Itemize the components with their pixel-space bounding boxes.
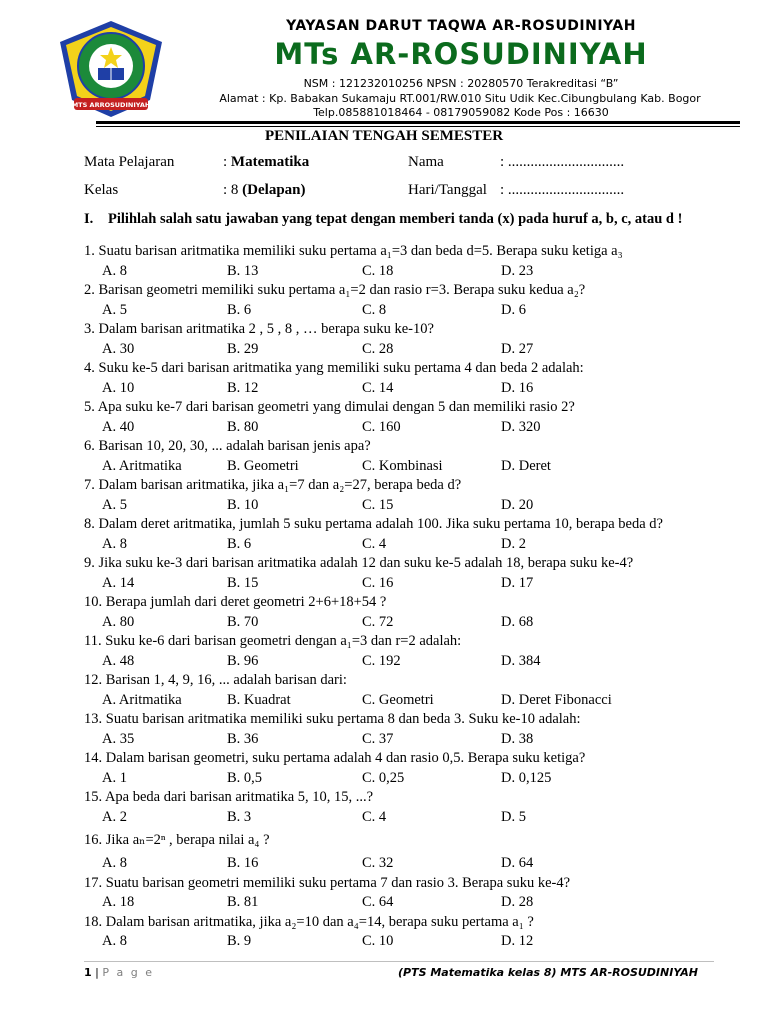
- option-c[interactable]: C. 37: [362, 730, 394, 747]
- option-c[interactable]: C. 4: [362, 535, 387, 552]
- school-name: MTs AR-ROSUDINIYAH: [274, 37, 648, 71]
- options-16: [84, 854, 734, 874]
- option-b[interactable]: B. Kuadrat: [227, 691, 291, 708]
- options-8: [84, 535, 734, 555]
- option-d[interactable]: D. 2: [501, 535, 526, 552]
- class-value: : 8 (Delapan): [223, 182, 306, 198]
- page-word: P a g e: [102, 966, 154, 979]
- option-b[interactable]: B. 6: [227, 301, 252, 318]
- option-b[interactable]: B. 81: [227, 894, 259, 910]
- options-14: [84, 769, 734, 789]
- school-phone: Telp.085881018464 - 08179059082 Kode Pos : 16630: [313, 106, 609, 119]
- options-13: [84, 730, 734, 750]
- question-4: 4. Suku ke-5 dari barisan aritmatika yang memiliki suku pertama 4 dan beda 2 adalah:: [84, 360, 584, 376]
- question-1: 1. Suatu barisan aritmatika memiliki suku pertama a₁=3 dan beda d=5. Berapa suku ketiga a₃: [84, 243, 623, 259]
- option-b[interactable]: B. 15: [227, 574, 259, 591]
- option-d[interactable]: D. Deret Fibonacci: [501, 691, 612, 708]
- question-3: 3. Dalam barisan aritmatika 2 , 5 , 8 , … berapa suku ke-10?: [84, 321, 434, 337]
- option-b[interactable]: B. 70: [227, 613, 259, 630]
- option-d[interactable]: D. 23: [501, 262, 534, 279]
- name-blank: : ...............................: [500, 154, 625, 170]
- option-a[interactable]: A. 8: [102, 535, 127, 552]
- option-c[interactable]: C. 192: [362, 652, 401, 669]
- class-name: (Delapan): [242, 182, 306, 198]
- options-11: [84, 652, 734, 672]
- option-d[interactable]: D. 384: [501, 652, 541, 669]
- question-10: 10. Berapa jumlah dari deret geometri 2+6+18+54 ?: [84, 594, 387, 610]
- footer-document-title: (PTS Matematika kelas 8) MTS AR-ROSUDINIYAH: [398, 966, 698, 979]
- option-d[interactable]: D. 0,125: [501, 769, 552, 786]
- option-b[interactable]: B. 10: [227, 496, 259, 513]
- option-a[interactable]: A. 10: [102, 379, 135, 396]
- section-instruction: [84, 211, 682, 228]
- options-15: [84, 808, 734, 828]
- question-2: 2. Barisan geometri memiliki suku pertama a₁=2 dan rasio r=3. Berapa suku kedua a₂?: [84, 282, 586, 298]
- option-a[interactable]: A. 8: [102, 262, 127, 279]
- option-b[interactable]: B. Geometri: [227, 457, 299, 474]
- option-c[interactable]: C. 32: [362, 855, 394, 871]
- option-d[interactable]: D. 12: [501, 933, 534, 949]
- subject-label: Mata Pelajaran: [84, 154, 175, 170]
- option-c[interactable]: C. 14: [362, 379, 394, 396]
- page-separator: |: [95, 966, 99, 979]
- options-18: [84, 932, 734, 952]
- question-8: 8. Dalam deret aritmatika, jumlah 5 suku pertama adalah 100. Jika suku pertama 10, berapa beda d?: [84, 516, 663, 532]
- question-9: 9. Jika suku ke-3 dari barisan aritmatika adalah 12 dan suku ke-5 adalah 18, berapa suku ke-4?: [84, 555, 634, 571]
- option-a[interactable]: A. 2: [102, 808, 127, 825]
- options-4: [84, 379, 734, 399]
- option-c[interactable]: C. 18: [362, 262, 394, 279]
- question-11: 11. Suku ke-6 dari barisan geometri dengan a₁=3 dan r=2 adalah:: [84, 633, 462, 649]
- page-number: [84, 966, 154, 979]
- option-d[interactable]: D. 5: [501, 808, 526, 825]
- class-label: Kelas: [84, 182, 119, 198]
- header-rule-thin: [96, 126, 740, 127]
- option-a[interactable]: A. 8: [102, 933, 127, 949]
- question-5: 5. Apa suku ke-7 dari barisan geometri yang dimulai dengan 5 dan memiliki rasio 2?: [84, 399, 575, 415]
- day-date-blank: : ...............................: [500, 182, 625, 198]
- header-rule-thick: [96, 121, 740, 124]
- option-b[interactable]: B. 36: [227, 730, 259, 747]
- option-a[interactable]: A. 8: [102, 855, 127, 871]
- option-a[interactable]: A. 48: [102, 652, 135, 669]
- option-d[interactable]: D. 64: [501, 855, 534, 871]
- option-a[interactable]: A. 18: [102, 894, 135, 910]
- option-a[interactable]: A. 80: [102, 613, 135, 630]
- option-b[interactable]: B. 16: [227, 855, 259, 871]
- options-1: [84, 262, 734, 282]
- class-number: 8: [230, 182, 239, 198]
- options-6: [84, 457, 734, 477]
- options-2: [84, 301, 734, 321]
- question-17: 17. Suatu barisan geometri memiliki suku pertama 7 dan rasio 3. Berapa suku ke-4?: [84, 874, 571, 891]
- option-a[interactable]: A. 30: [102, 340, 135, 357]
- options-12: [84, 691, 734, 711]
- option-c[interactable]: C. 16: [362, 574, 394, 591]
- option-b[interactable]: B. 96: [227, 652, 259, 669]
- question-16: 16. Jika aₙ=2ⁿ , berapa nilai a₄ ?: [84, 832, 270, 848]
- options-17: [84, 893, 734, 913]
- option-c[interactable]: C. 10: [362, 933, 394, 949]
- option-c[interactable]: C. 28: [362, 340, 394, 357]
- question-14: 14. Dalam barisan geometri, suku pertama adalah 4 dan rasio 0,5. Berapa suku ketiga?: [84, 750, 586, 766]
- option-d[interactable]: D. 17: [501, 574, 534, 591]
- exam-title: PENILAIAN TENGAH SEMESTER: [264, 128, 504, 144]
- option-d[interactable]: D. 16: [501, 379, 534, 396]
- instruction-text: Pilihlah salah satu jawaban yang tepat dengan memberi tanda (x) pada huruf a, b, c, atau d !: [108, 211, 683, 227]
- subject-value-text: Matematika: [230, 154, 310, 170]
- option-a[interactable]: A. 40: [102, 418, 135, 435]
- footer-rule: [84, 961, 714, 962]
- option-c[interactable]: C. Kombinasi: [362, 457, 443, 474]
- option-b[interactable]: B. 9: [227, 933, 252, 949]
- option-a[interactable]: A. 14: [102, 574, 135, 591]
- option-c[interactable]: C. 64: [362, 894, 394, 910]
- option-b[interactable]: B. 3: [227, 808, 252, 825]
- option-b[interactable]: B. 12: [227, 379, 259, 396]
- options-9: [84, 574, 734, 594]
- option-c[interactable]: C. 160: [362, 418, 401, 435]
- options-7: [84, 496, 734, 516]
- question-12: 12. Barisan 1, 4, 9, 16, ... adalah barisan dari:: [84, 672, 347, 688]
- option-b[interactable]: B. 6: [227, 535, 252, 552]
- school-logo: [58, 20, 164, 118]
- option-d[interactable]: D. 27: [501, 340, 534, 357]
- option-d[interactable]: D. 28: [501, 894, 534, 910]
- question-15: 15. Apa beda dari barisan aritmatika 5, 10, 15, ...?: [84, 789, 374, 805]
- option-d[interactable]: D. 68: [501, 613, 534, 630]
- foundation-name: YAYASAN DARUT TAQWA AR-ROSUDINIYAH: [286, 18, 636, 34]
- option-c[interactable]: C. 8: [362, 301, 387, 318]
- question-18: 18. Dalam barisan aritmatika, jika a₂=10 dan a₄=14, berapa suku pertama a₁ ?: [84, 913, 534, 930]
- option-a[interactable]: A. 5: [102, 496, 127, 513]
- option-b[interactable]: B. 13: [227, 262, 259, 279]
- option-c[interactable]: C. 72: [362, 613, 394, 630]
- question-7: 7. Dalam barisan aritmatika, jika a₁=7 dan a₂=27, berapa beda d?: [84, 477, 462, 493]
- option-c[interactable]: C. 4: [362, 808, 387, 825]
- option-a[interactable]: A. 5: [102, 301, 127, 318]
- name-label: Nama: [408, 154, 444, 170]
- option-d[interactable]: D. 320: [501, 418, 541, 435]
- options-10: [84, 613, 734, 633]
- option-b[interactable]: B. 80: [227, 418, 259, 435]
- option-a[interactable]: A. Aritmatika: [102, 691, 182, 708]
- option-a[interactable]: A. Aritmatika: [102, 457, 182, 474]
- subject-value: : Matematika: [223, 154, 310, 170]
- option-d[interactable]: D. 6: [501, 301, 526, 318]
- question-list: [84, 242, 734, 952]
- option-d[interactable]: D. 38: [501, 730, 534, 747]
- question-6: 6. Barisan 10, 20, 30, ... adalah barisan jenis apa?: [84, 438, 371, 454]
- option-b[interactable]: B. 29: [227, 340, 259, 357]
- day-date-label: Hari/Tanggal: [408, 182, 487, 198]
- option-c[interactable]: C. Geometri: [362, 691, 434, 708]
- option-d[interactable]: D. Deret: [501, 457, 551, 474]
- option-d[interactable]: D. 20: [501, 496, 534, 513]
- options-3: [84, 340, 734, 360]
- options-5: [84, 418, 734, 438]
- option-c[interactable]: C. 15: [362, 496, 394, 513]
- page-number-value: 1: [84, 966, 92, 979]
- option-a[interactable]: A. 35: [102, 730, 135, 747]
- question-13: 13. Suatu barisan aritmatika memiliki suku pertama 8 dan beda 3. Suku ke-10 adalah:: [84, 711, 581, 727]
- option-a[interactable]: A. 1: [102, 769, 127, 786]
- section-number: I.: [84, 211, 94, 227]
- option-c[interactable]: C. 0,25: [362, 769, 405, 786]
- option-b[interactable]: B. 0,5: [227, 769, 263, 786]
- school-address: Alamat : Kp. Babakan Sukamaju RT.001/RW.010 Situ Udik Kec.Cibungbulang Kab. Bogor: [219, 92, 701, 105]
- logo-ribbon-text: MTS ARROSUDINIYAH: [71, 101, 151, 109]
- registration-info: NSM : 121232010256 NPSN : 20280570 Terakreditasi “B”: [303, 77, 619, 90]
